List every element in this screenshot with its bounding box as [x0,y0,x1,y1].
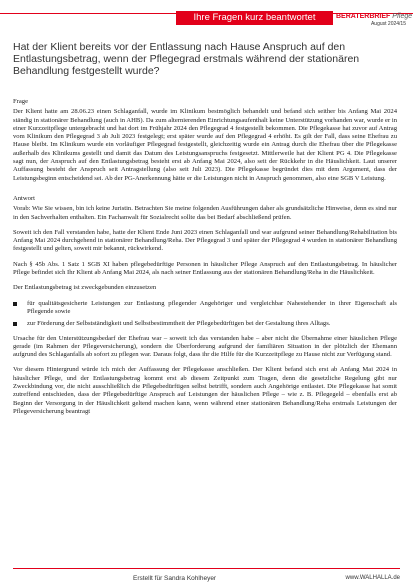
footer-url: www.WALHALLA.de [345,575,400,581]
square-bullet-icon [13,322,17,326]
answer-paragraph: Der Entlastungsbetrag ist zweckgebunden einzusetzen [13,284,157,292]
answer-paragraph: Soweit ich den Fall verstanden habe, hatte der Klient Ende Juni 2023 einen Schlaganfall und war aufgrund seiner Behandlung/Rehabilitation bis Anfang Mai 2024 durchgehend in stationärer Behandlung/Reha. Der Pflegegrad 3 und später der Pflegegrad 4 wurden in stationärer Behandlung festgestellt und gelten, soweit mir bekannt, rückwirkend. [13,228,397,253]
answer-paragraph: Nach § 45b Abs. 1 Satz 1 SGB XI haben pflegebedürftige Personen in häuslicher Pflege Anspruch auf den Entlastungsbetrag. In häuslicher Pflege befindet sich Ihr Klient ab Anfang Mai 2024, als nach seiner Entlassung aus der stationären Behandlung/Reha in die Häuslichkeit. [13,260,397,277]
brand-main: BERATERBRIEF [336,13,391,20]
brand-sub: Pflege [392,13,413,20]
article-body [13,98,397,423]
footer-author: Erstellt für Sandra Kohlheyer [133,575,217,582]
list-item-text: zur Förderung der Selbstständigkeit und Selbstbestimmtheit der Pflegebedürftigen bei der Gestaltung ihres Alltags. [27,320,331,328]
answer-label: Antwort [13,194,35,202]
brand-block [336,12,413,28]
closing-paragraph: Ursache für den Unterstützungsbedarf der Ehefrau war – soweit ich das verstanden habe – aber nicht die Übernahme einer häuslichen Pflege gerade (im Rahmen der Pflegeversicherung), sondern die Überforderung aufgrund der familiären Situation in der plötzlich der Ehemann aufgrund des Schlaganfalls ab sofort zu pflegen war. Daraus folgt, dass ihr die Hilfe für die Kurzzeitpflege zu Hause nicht zur Verfügung stand. [13,334,397,359]
list-item [13,300,397,317]
question-text: Der Klient hatte am 28.06.23 einen Schlaganfall, wurde im Klinikum bestmöglich behandelt und befand sich seither bis Anfang Mai 2024 ständig in stationärer Behandlung (auch in AHB). Da zum alternierenden Einrichtungsaufenthalt keine Unterstützung vorhanden war, wurde er in einer Kurzzeitpflege untergebracht und hat dort im Frühjahr 2024 den Pflegegrad 4 festgestellt bekommen. Die Pflegekasse hat zuvor auf Antrag vom Klinikum den Pflegegrad 3 ab Juli 2023 festgelegt; erst später wurde auf den Pflegegrad 4 erhöht. Es gilt der Fall, dass seine Ehefrau zu Hause bleibt. Im Klinikum wurde ein vorläufiger Pflegegrad festgestellt, gleichzeitig wurde ein Antrag durch die Ehefrau über die Pflegekasse außerhalb des Klinikums gestellt und damit das Datum des Leistungsanspruchs festgesetzt. Mittlerweile hat der Klient PG 4. Die Pflegekasse sagt nun, der Anspruch auf den Entlastungsbetrag besteht erst ab Anfang Mai 2024, also seit der Rückkehr in die Häuslichkeit. Laut unserer Auffassung besteht der Anspruch seit Antragstellung (also seit Juli 2023). Die Pflegekasse begründet dies mit dem Argument, dass der Leistungsbeginn entscheidend sei. Ab der PG-Anerkennung hätte er die Leistungen nicht in Anspruch genommen, also eine SGB V Leistung. [13,108,397,182]
section-tag: Ihre Fragen kurz beantwortet [176,11,333,25]
closing-paragraph: Vor diesem Hintergrund würde ich mich der Auffassung der Pflegekasse anschließen. Der Klient befand sich erst ab Anfang Mai 2024 in häuslicher Pflege, und der Entlastungsbetrag kommt erst ab diesem Zeitpunkt zum Tragen, denn die gesetzliche Regelung gibt nur Zweckbindung vor, die nicht ausschließlich die Pflegebedürftigen selbst betrifft, sondern auch Angehörige entlastet. Die Pflegekasse hat somit zutreffend entschieden, dass der Pflegebedürftige Anspruch auf Leistungen der häuslichen Pflege – wie z. B. Pflegegeld – ebenfalls erst ab Beginn der Versorgung in der Häuslichkeit geltend machen kann, wenn während einer stationären Behandlung/Reha erstmals Leistungen der Pflegeversicherung beantragt [13,366,397,415]
brand-title [336,12,413,21]
article-title: Hat der Klient bereits vor der Entlassung nach Hause Anspruch auf den Entlastungsbetrag, wenn der Pflegegrad erstmals während der stationären Behandlung festgestellt wurde? [13,41,360,77]
list-item-text: für qualitätsgesicherte Leistungen zur Entlastung pflegender Angehöriger und vergleichbar Nahestehender in ihrer Eigenschaft als Pflegende sowie [27,299,397,315]
footer-line [13,568,400,569]
list-item [13,320,397,328]
bullet-list [13,300,397,329]
square-bullet-icon [13,302,17,306]
question-label: Frage [13,98,29,105]
footer [0,567,413,585]
answer-paragraph: Vorab: Wie Sie wissen, bin ich keine Juristin. Betrachten Sie meine folgenden Ausführungen daher als grundsätzliche Hinweise, denn es sind nur in den Sachverhalten enthalten. Ein Fachanwalt für Sozialrecht sollte das bei Bedarf abschließend prüfen. [13,205,397,221]
issue-label: August 2024/15 [370,21,406,27]
